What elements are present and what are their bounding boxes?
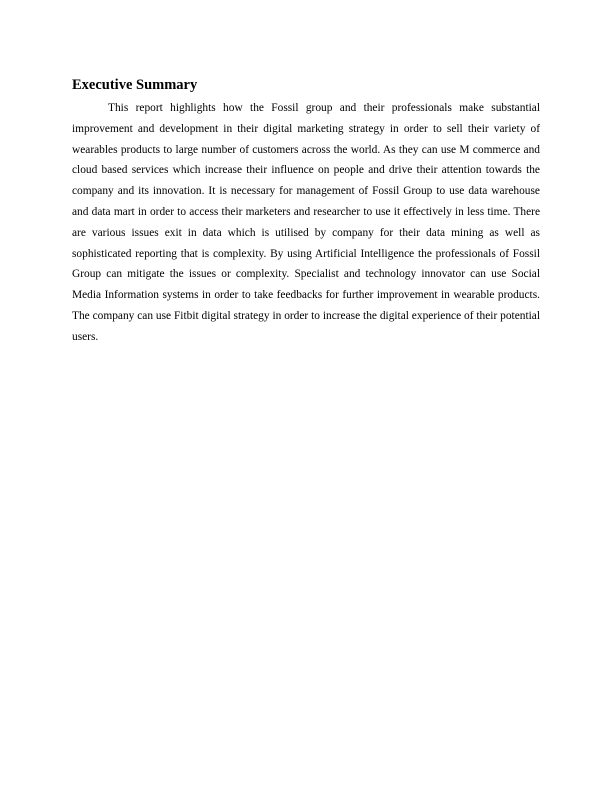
page-content: [72, 76, 540, 348]
section-heading: Executive Summary: [72, 77, 198, 93]
summary-paragraph: This report highlights how the Fossil group and their professionals make substantial improvement and development in their digital marketing strategy in order to sell their variety of wearables products to large number of customers across the world. As they can use M commerce and cloud based services which increase their influence on people and drive their attention towards the company and its innovation. It is necessary for management of Fossil Group to use data warehouse and data mart in order to access their marketers and researcher to use it effectively in less time. There are various issues exit in data which is utilised by company for their data mining as well as sophisticated reporting that is complexity. By using Artificial Intelligence the professionals of Fossil Group can mitigate the issues or complexity. Specialist and technology innovator can use Social Media Information systems in order to take feedbacks for further improvement in wearable products. The company can use Fitbit digital strategy in order to increase the digital experience of their potential users.: [72, 102, 540, 343]
